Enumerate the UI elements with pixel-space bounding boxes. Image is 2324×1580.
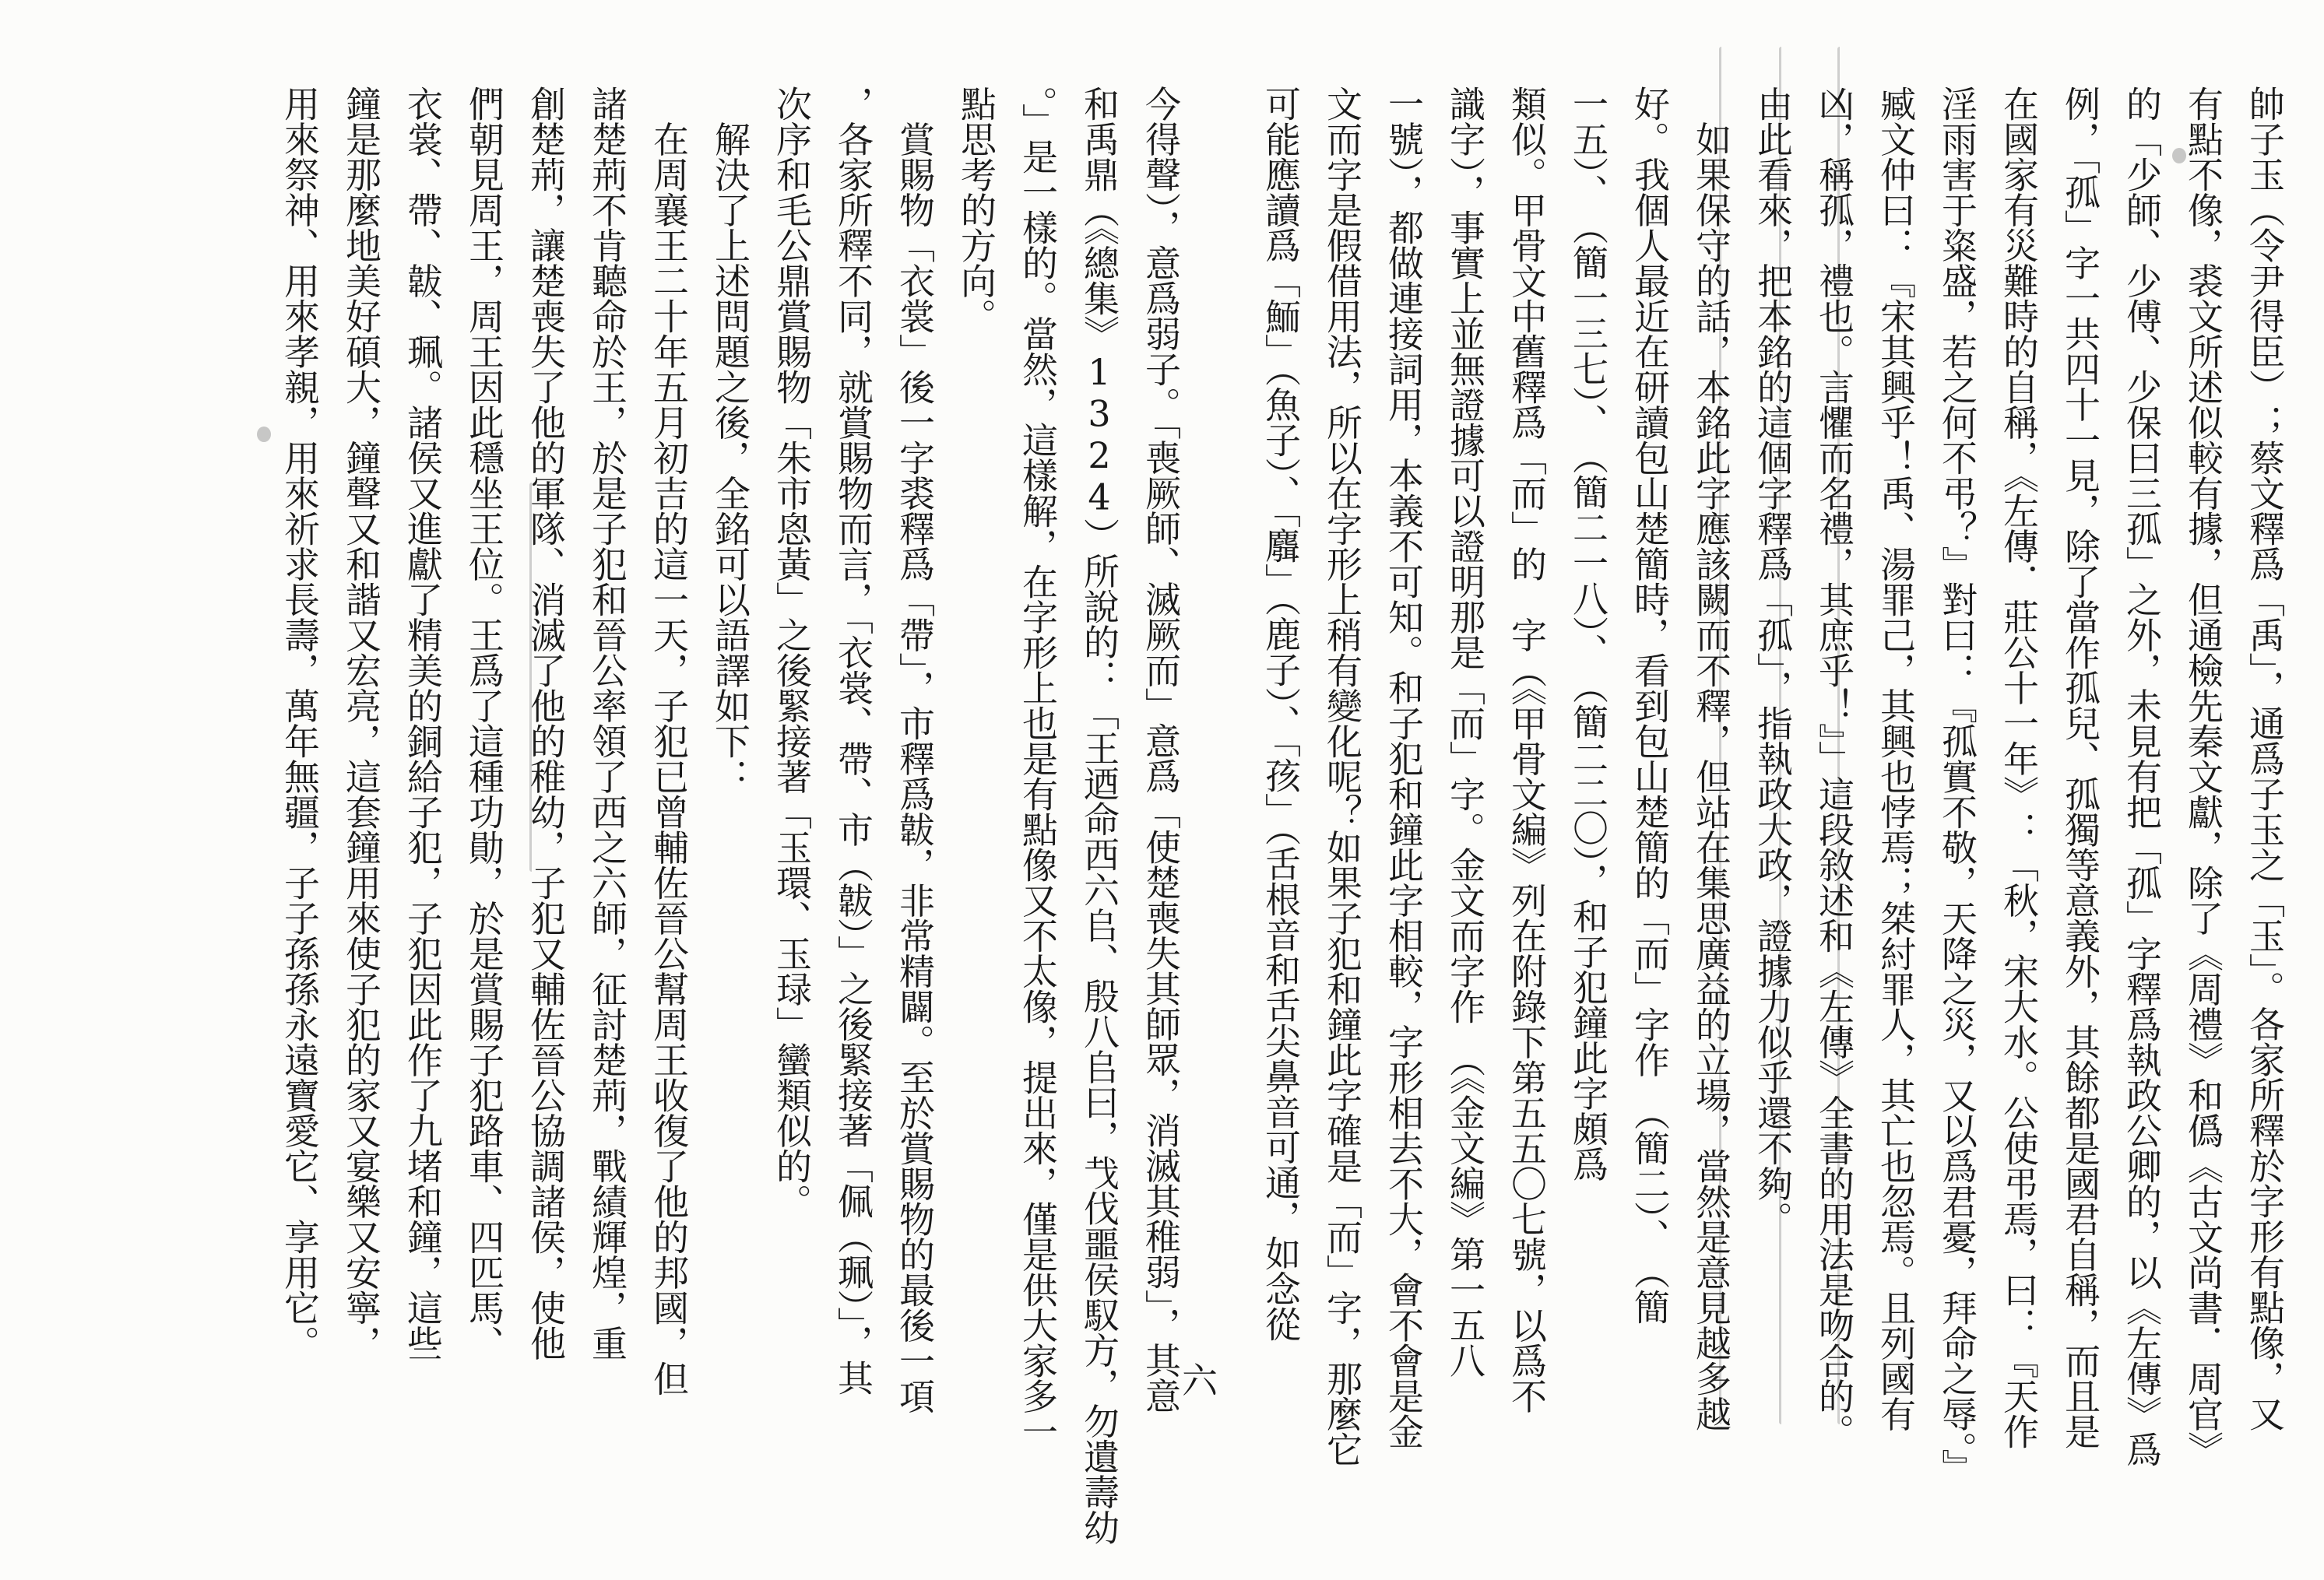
text-column: 點思考的方向。: [955, 86, 997, 334]
text-column: 衣裳、帶、韍、珮。諸侯又進獻了精美的銅給子犯，子犯因此作了九堵和鐘，這些: [402, 86, 444, 1361]
text-column: 有點不像，裘文所述似較有據，但通檢先秦文獻，除了《周禮》和僞《古文尚書．周官》: [2182, 86, 2224, 1467]
text-column: 鐘是那麼地美好碩大，鐘聲又和諧又宏亮，這套鐘用來使子犯的家又宴樂又安寧，: [340, 86, 382, 1361]
text-column: 如果保守的話，本銘此字應該闕而不釋，但站在集思廣益的立場，當然是意見越多越: [1690, 86, 1732, 1431]
text-column: 識字），事實上並無證據可以證明那是「而」字。金文而字作 （《金文編》第一五八: [1444, 86, 1486, 1378]
text-column: 解決了上述問題之後，全銘可以語譯如下：: [709, 86, 751, 794]
text-column: 例，「孤」字一共四十一見，除了當作孤兒、孤獨等意義外，其餘都是國君自稱，而且是: [2059, 86, 2101, 1449]
text-column: 臧文仲曰：『宋其興乎！禹、湯罪己，其興也悖焉；桀紂罪人，其亡也忽焉。且列國有: [1875, 86, 1917, 1431]
text-column: 在國家有災難時的自稱，《左傳．莊公十一年》：「秋，宋大水。公使弔焉，曰：『天作: [1998, 86, 2040, 1449]
text-column: ，各家所釋不同，就賞賜物而言，「衣裳、帶、市（韍）」之後緊接著「佩（珮）」，其: [832, 86, 874, 1396]
text-column: 帥子玉（令尹得臣）；蔡文釋爲「禹」，通爲子玉之「玉」。各家所釋於字形有點像，又: [2244, 86, 2286, 1431]
text-column: 們朝見周王，周王因此穩坐王位。王爲了這種功勛，於是賞賜子犯路車、四匹馬、: [463, 86, 505, 1361]
text-column: 類似。甲骨文中舊釋爲「而」的 字（《甲骨文編》列在附錄下第五五〇七號，以爲不: [1506, 86, 1548, 1413]
text-column: 。」是一樣的。當然，這樣解，在字形上也是有點像又不太像，提出來，僅是供大家多一: [1017, 86, 1059, 1449]
text-column: 一號），都做連接詞用，本義不可知。和子犯和鐘此字相較，字形相去不大，會不會是金: [1383, 86, 1425, 1449]
text-column: 次序和毛公鼎賞賜物「朱市恖黃」之後緊接著「玉環、玉琭」蠻類似的。: [771, 86, 813, 1219]
text-column: 用來祭神、用來孝親，用來祈求長壽，萬年無疆，子子孫孫永遠寶愛它、享用它。: [279, 86, 321, 1361]
text-column: 可能應讀爲「鮞」（魚子）、「麛」（鹿子）、「孩」（舌根音和舌尖鼻音可通，如念從: [1260, 86, 1302, 1342]
text-column: 賞賜物「衣裳」後一字裘釋爲「帶」，市釋爲韍，非常精闢。至於賞賜物的最後一項: [894, 86, 936, 1413]
page-number: 六: [1182, 1360, 1218, 1402]
text-column: 淫雨害于粢盛，若之何不弔？』對曰：『孤實不敬，天降之災，又以爲君憂，拜命之辱。』: [1936, 86, 1978, 1484]
text-column: 由此看來，把本銘的這個字釋爲「孤」，指執政大政，證據力似乎還不夠。: [1752, 86, 1794, 1237]
text-column: 一五）、 （簡一三七）、 （簡二一八）、 （簡二二〇），和子犯鐘此字頗爲: [1567, 86, 1609, 1181]
text-column: 文而字是假借用法，所以在字形上稍有變化呢？如果子犯和鐘此字確是「而」字，那麼它: [1321, 86, 1363, 1467]
text-column: 凶，稱孤，禮也。言懼而名禮，其庶乎！』」這段敘述和《左傳》全書的用法是吻合的。: [1813, 86, 1855, 1449]
text-column: 在周襄王二十年五月初吉的這一天，子犯已曾輔佐晉公幫周王收復了他的邦國，但: [648, 86, 690, 1396]
text-column: 好。我個人最近在研讀包山楚簡時，看到包山楚簡的「而」字作 （簡二）、 （簡: [1629, 86, 1671, 1325]
text-column: 諸楚荊不肯聽命於王，於是子犯和晉公率領了西之六師，征討楚荊，戰績輝煌，重: [586, 86, 628, 1361]
scan-spot: [257, 427, 271, 442]
text-column: 創楚荊，讓楚喪失了他的軍隊、消滅了他的稚幼，子犯又輔佐晉公協調諸侯，使他: [525, 86, 567, 1361]
text-column: 今得聲），意爲弱子。「喪厥師、滅厥而」意爲「使楚喪失其師眾，消滅其稚弱」，其意: [1140, 86, 1182, 1413]
text-column: 的「少師、少傅、少保曰三孤」之外，未見有把「孤」字釋爲執政公卿的，以《左傳》爲: [2121, 86, 2163, 1467]
text-column: 和禹鼎（《總集》1324）所說的：「王迺命西六𠂤、殷八𠂤曰，𢦏伐噩侯馭方，勿遺壽幼: [1078, 86, 1120, 1545]
